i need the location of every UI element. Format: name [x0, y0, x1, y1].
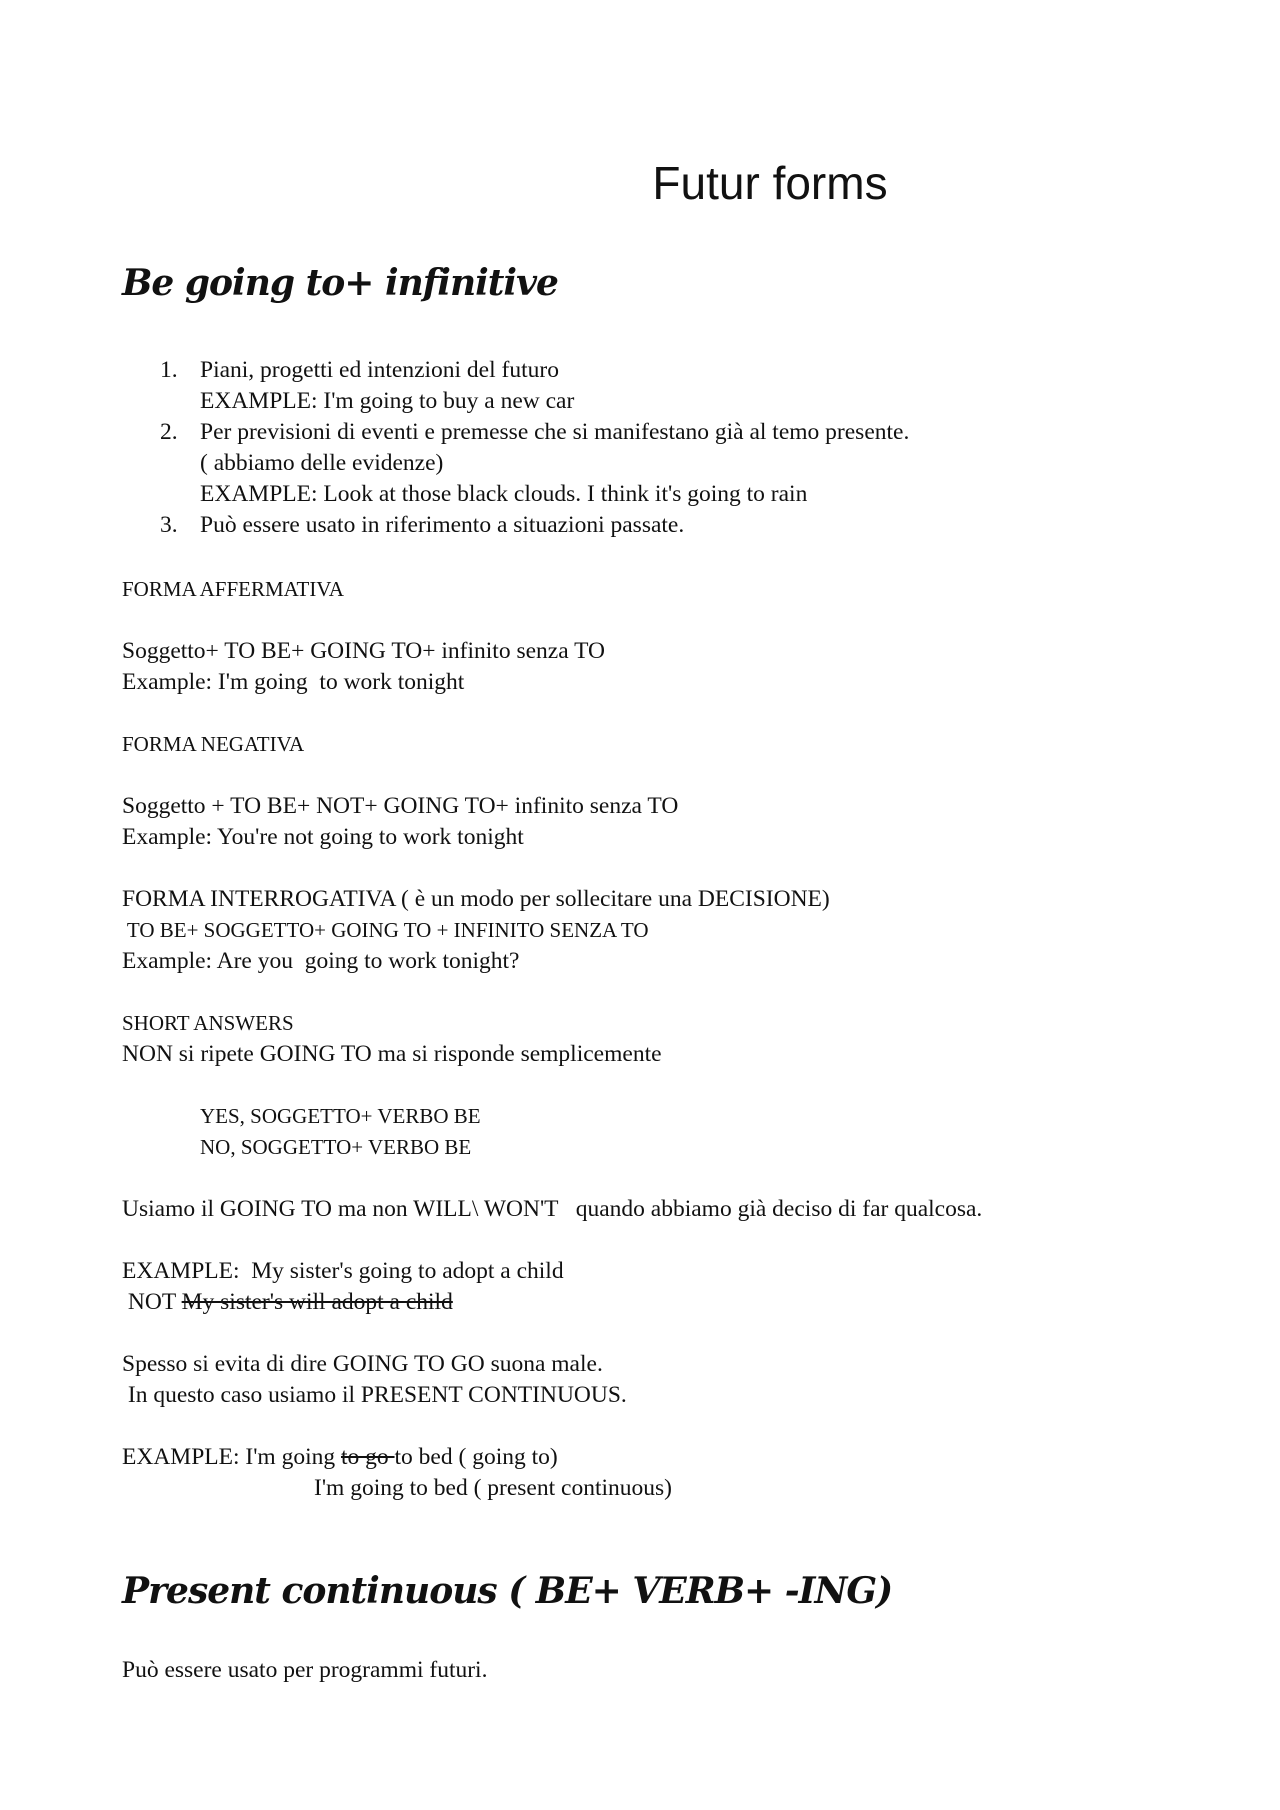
present-continuous-text: Può essere usato per programmi futuri.	[122, 1657, 488, 1683]
list-marker: 3.	[160, 512, 178, 538]
short-answers-label: SHORT ANSWERS	[122, 1011, 294, 1035]
page-title: Futur forms	[652, 157, 888, 209]
bed-example-2: I'm going to bed ( present continuous)	[314, 1475, 672, 1501]
struck-example: My sister's will adopt a child	[181, 1289, 453, 1315]
list-line: Può essere usato in riferimento a situazioni passate.	[200, 512, 685, 538]
bed-prefix: EXAMPLE: I'm going	[122, 1444, 341, 1470]
not-label: NOT	[122, 1289, 182, 1315]
going-to-go-note: Spesso si evita di dire GOING TO GO suona male.	[122, 1351, 603, 1377]
list-item	[122, 355, 1162, 417]
list-line: ( abbiamo delle evidenze)	[200, 450, 444, 476]
section-heading-present-continuous: Present continuous ( BE+ VERB+ -ING)	[122, 1570, 893, 1612]
present-continuous-note: In questo caso usiamo il PRESENT CONTINUOUS.	[122, 1382, 627, 1408]
list-line: Piani, progetti ed intenzioni del futuro	[200, 357, 559, 383]
will-note: Usiamo il GOING TO ma non WILL\ WON'T quando abbiamo già deciso di far qualcosa.	[122, 1196, 983, 1222]
bed-struck: to go	[341, 1444, 395, 1470]
short-answers-note: NON si ripete GOING TO ma si risponde semplicemente	[122, 1041, 662, 1067]
uses-list	[122, 355, 1162, 541]
bed-suffix: to bed ( going to)	[394, 1444, 558, 1470]
affermativa-rule: Soggetto+ TO BE+ GOING TO+ infinito senza TO	[122, 638, 605, 664]
list-line: Per previsioni di eventi e premesse che si manifestano già al temo presente.	[200, 419, 910, 445]
short-answer-no: NO, SOGGETTO+ VERBO BE	[200, 1135, 472, 1159]
interrogativa-label: FORMA INTERROGATIVA ( è un modo per sollecitare una DECISIONE)	[122, 886, 830, 912]
short-answer-yes: YES, SOGGETTO+ VERBO BE	[200, 1104, 481, 1128]
list-marker: 1.	[160, 357, 178, 383]
negativa-label: FORMA NEGATIVA	[122, 732, 305, 756]
adopt-example: EXAMPLE: My sister's going to adopt a child	[122, 1258, 564, 1284]
bed-example	[122, 1442, 1162, 1473]
interrogativa-example: Example: Are you going to work tonight?	[122, 948, 520, 974]
interrogativa-rule: TO BE+ SOGGETTO+ GOING TO + INFINITO SENZA TO	[122, 918, 649, 942]
negativa-rule: Soggetto + TO BE+ NOT+ GOING TO+ infinito senza TO	[122, 793, 679, 819]
affermativa-example: Example: I'm going to work tonight	[122, 669, 465, 695]
present-continuous-body	[122, 1655, 1162, 1686]
list-line: EXAMPLE: Look at those black clouds. I think it's going to rain	[200, 481, 808, 507]
list-item	[122, 510, 1162, 541]
adopt-not-line	[122, 1287, 1162, 1318]
negativa-example: Example: You're not going to work tonight	[122, 824, 524, 850]
grammar-body	[122, 574, 1162, 1504]
list-line: EXAMPLE: I'm going to buy a new car	[200, 388, 575, 414]
affermativa-label: FORMA AFFERMATIVA	[122, 577, 344, 601]
list-item	[122, 417, 1162, 510]
list-marker: 2.	[160, 419, 178, 445]
section-heading-be-going-to: Be going to+ infinitive	[122, 262, 558, 304]
